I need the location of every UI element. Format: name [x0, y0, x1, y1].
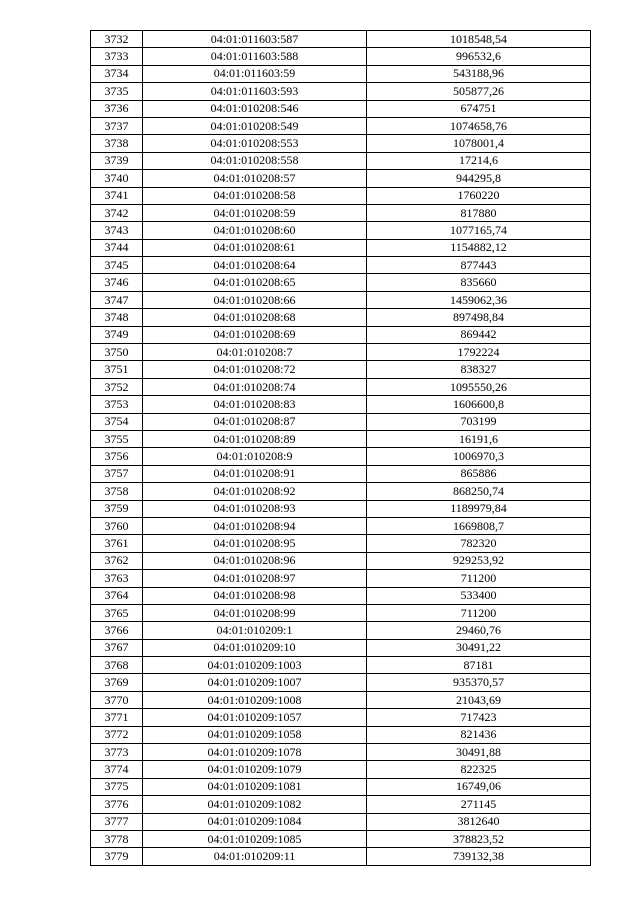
- cadastral-value-cell: 674751: [367, 100, 591, 117]
- row-number-cell: 3758: [91, 483, 143, 500]
- cadastral-value-cell: 869442: [367, 326, 591, 343]
- cadastral-value-cell: 1095550,26: [367, 378, 591, 395]
- cadastral-number-cell: 04:01:010208:98: [143, 587, 367, 604]
- cadastral-value-cell: 782320: [367, 535, 591, 552]
- cadastral-value-cell: 1006970,3: [367, 448, 591, 465]
- table-row: [91, 691, 591, 708]
- table-row: [91, 500, 591, 517]
- cadastral-value-cell: 87181: [367, 657, 591, 674]
- row-number-cell: 3768: [91, 657, 143, 674]
- cadastral-value-cell: 996532,6: [367, 48, 591, 65]
- table-row: [91, 48, 591, 65]
- cadastral-number-cell: 04:01:010208:94: [143, 517, 367, 534]
- row-number-cell: 3741: [91, 187, 143, 204]
- row-number-cell: 3777: [91, 813, 143, 830]
- table-body: [91, 31, 591, 866]
- row-number-cell: 3779: [91, 848, 143, 865]
- cadastral-number-cell: 04:01:010209:1085: [143, 830, 367, 847]
- cadastral-value-cell: 1077165,74: [367, 222, 591, 239]
- table-row: [91, 587, 591, 604]
- table-row: [91, 170, 591, 187]
- table-row: [91, 830, 591, 847]
- row-number-cell: 3763: [91, 570, 143, 587]
- cadastral-value-cell: 711200: [367, 604, 591, 621]
- cadastral-value-cell: 817880: [367, 204, 591, 221]
- cadastral-value-cell: 877443: [367, 257, 591, 274]
- table-row: [91, 100, 591, 117]
- cadastral-number-cell: 04:01:010209:1081: [143, 778, 367, 795]
- cadastral-number-cell: 04:01:010208:68: [143, 309, 367, 326]
- cadastral-value-cell: 1018548,54: [367, 31, 591, 48]
- cadastral-number-cell: 04:01:010208:549: [143, 117, 367, 134]
- cadastral-value-cell: 929253,92: [367, 552, 591, 569]
- cadastral-number-cell: 04:01:010209:1057: [143, 709, 367, 726]
- cadastral-number-cell: 04:01:010208:83: [143, 396, 367, 413]
- cadastral-number-cell: 04:01:010209:11: [143, 848, 367, 865]
- row-number-cell: 3742: [91, 204, 143, 221]
- cadastral-value-cell: 703199: [367, 413, 591, 430]
- cadastral-number-cell: 04:01:010208:97: [143, 570, 367, 587]
- row-number-cell: 3766: [91, 622, 143, 639]
- row-number-cell: 3738: [91, 135, 143, 152]
- cadastral-value-cell: 711200: [367, 570, 591, 587]
- cadastral-value-cell: 505877,26: [367, 83, 591, 100]
- table-row: [91, 239, 591, 256]
- row-number-cell: 3751: [91, 361, 143, 378]
- table-row: [91, 65, 591, 82]
- table-row: [91, 483, 591, 500]
- table-row: [91, 448, 591, 465]
- table-row: [91, 378, 591, 395]
- row-number-cell: 3749: [91, 326, 143, 343]
- cadastral-number-cell: 04:01:010208:96: [143, 552, 367, 569]
- row-number-cell: 3744: [91, 239, 143, 256]
- row-number-cell: 3745: [91, 257, 143, 274]
- cadastral-value-cell: 944295,8: [367, 170, 591, 187]
- cadastral-value-cell: 1760220: [367, 187, 591, 204]
- table-row: [91, 309, 591, 326]
- cadastral-number-cell: 04:01:010208:87: [143, 413, 367, 430]
- cadastral-number-cell: 04:01:010209:1008: [143, 691, 367, 708]
- row-number-cell: 3769: [91, 674, 143, 691]
- table-row: [91, 117, 591, 134]
- table-row: [91, 465, 591, 482]
- table-row: [91, 430, 591, 447]
- table-row: [91, 344, 591, 361]
- cadastral-value-cell: 838327: [367, 361, 591, 378]
- cadastral-number-cell: 04:01:010208:64: [143, 257, 367, 274]
- row-number-cell: 3740: [91, 170, 143, 187]
- table-row: [91, 396, 591, 413]
- row-number-cell: 3737: [91, 117, 143, 134]
- cadastral-value-table: [90, 30, 591, 866]
- row-number-cell: 3752: [91, 378, 143, 395]
- cadastral-number-cell: 04:01:010209:1079: [143, 761, 367, 778]
- cadastral-number-cell: 04:01:010208:92: [143, 483, 367, 500]
- cadastral-number-cell: 04:01:010209:1084: [143, 813, 367, 830]
- row-number-cell: 3735: [91, 83, 143, 100]
- row-number-cell: 3757: [91, 465, 143, 482]
- cadastral-number-cell: 04:01:010208:91: [143, 465, 367, 482]
- row-number-cell: 3746: [91, 274, 143, 291]
- table-row: [91, 274, 591, 291]
- cadastral-value-cell: 821436: [367, 726, 591, 743]
- row-number-cell: 3756: [91, 448, 143, 465]
- cadastral-number-cell: 04:01:010208:58: [143, 187, 367, 204]
- cadastral-value-cell: 30491,88: [367, 744, 591, 761]
- row-number-cell: 3733: [91, 48, 143, 65]
- table-row: [91, 83, 591, 100]
- row-number-cell: 3771: [91, 709, 143, 726]
- cadastral-value-cell: 21043,69: [367, 691, 591, 708]
- cadastral-value-cell: 1459062,36: [367, 291, 591, 308]
- table-row: [91, 674, 591, 691]
- cadastral-number-cell: 04:01:010209:10: [143, 639, 367, 656]
- cadastral-number-cell: 04:01:010208:93: [143, 500, 367, 517]
- cadastral-value-cell: 16191,6: [367, 430, 591, 447]
- table-row: [91, 726, 591, 743]
- table-row: [91, 361, 591, 378]
- table-row: [91, 31, 591, 48]
- cadastral-value-cell: 1078001,4: [367, 135, 591, 152]
- table-row: [91, 709, 591, 726]
- cadastral-number-cell: 04:01:010208:74: [143, 378, 367, 395]
- cadastral-number-cell: 04:01:010208:59: [143, 204, 367, 221]
- row-number-cell: 3774: [91, 761, 143, 778]
- table-row: [91, 257, 591, 274]
- table-row: [91, 639, 591, 656]
- table-row: [91, 204, 591, 221]
- cadastral-value-cell: 1189979,84: [367, 500, 591, 517]
- cadastral-number-cell: 04:01:010208:57: [143, 170, 367, 187]
- row-number-cell: 3739: [91, 152, 143, 169]
- row-number-cell: 3760: [91, 517, 143, 534]
- cadastral-number-cell: 04:01:010208:66: [143, 291, 367, 308]
- cadastral-number-cell: 04:01:010208:546: [143, 100, 367, 117]
- table-row: [91, 657, 591, 674]
- table-row: [91, 744, 591, 761]
- cadastral-number-cell: 04:01:010208:89: [143, 430, 367, 447]
- cadastral-number-cell: 04:01:011603:588: [143, 48, 367, 65]
- row-number-cell: 3732: [91, 31, 143, 48]
- cadastral-number-cell: 04:01:011603:593: [143, 83, 367, 100]
- cadastral-number-cell: 04:01:010208:553: [143, 135, 367, 152]
- table-row: [91, 413, 591, 430]
- table-row: [91, 796, 591, 813]
- cadastral-number-cell: 04:01:010208:9: [143, 448, 367, 465]
- table-row: [91, 761, 591, 778]
- cadastral-value-cell: 16749,06: [367, 778, 591, 795]
- cadastral-value-cell: 739132,38: [367, 848, 591, 865]
- row-number-cell: 3764: [91, 587, 143, 604]
- cadastral-value-cell: 1154882,12: [367, 239, 591, 256]
- table-row: [91, 570, 591, 587]
- cadastral-value-cell: 1669808,7: [367, 517, 591, 534]
- table-row: [91, 552, 591, 569]
- table-row: [91, 222, 591, 239]
- cadastral-number-cell: 04:01:011603:59: [143, 65, 367, 82]
- row-number-cell: 3765: [91, 604, 143, 621]
- row-number-cell: 3762: [91, 552, 143, 569]
- cadastral-value-cell: 1074658,76: [367, 117, 591, 134]
- cadastral-number-cell: 04:01:010208:72: [143, 361, 367, 378]
- cadastral-value-cell: 17214,6: [367, 152, 591, 169]
- cadastral-number-cell: 04:01:010209:1058: [143, 726, 367, 743]
- table-row: [91, 187, 591, 204]
- cadastral-value-cell: 897498,84: [367, 309, 591, 326]
- cadastral-value-cell: 30491,22: [367, 639, 591, 656]
- cadastral-number-cell: 04:01:010209:1007: [143, 674, 367, 691]
- table-row: [91, 535, 591, 552]
- row-number-cell: 3748: [91, 309, 143, 326]
- cadastral-value-cell: 3812640: [367, 813, 591, 830]
- row-number-cell: 3775: [91, 778, 143, 795]
- cadastral-number-cell: 04:01:010209:1003: [143, 657, 367, 674]
- table-row: [91, 152, 591, 169]
- cadastral-value-cell: 29460,76: [367, 622, 591, 639]
- row-number-cell: 3773: [91, 744, 143, 761]
- cadastral-number-cell: 04:01:010208:7: [143, 344, 367, 361]
- cadastral-value-cell: 271145: [367, 796, 591, 813]
- table-row: [91, 813, 591, 830]
- cadastral-number-cell: 04:01:010209:1078: [143, 744, 367, 761]
- table-row: [91, 517, 591, 534]
- row-number-cell: 3759: [91, 500, 143, 517]
- table-row: [91, 778, 591, 795]
- cadastral-value-cell: 835660: [367, 274, 591, 291]
- table-row: [91, 326, 591, 343]
- cadastral-value-cell: 868250,74: [367, 483, 591, 500]
- cadastral-value-cell: 1606600,8: [367, 396, 591, 413]
- cadastral-number-cell: 04:01:010208:65: [143, 274, 367, 291]
- cadastral-number-cell: 04:01:010208:61: [143, 239, 367, 256]
- row-number-cell: 3736: [91, 100, 143, 117]
- cadastral-value-cell: 1792224: [367, 344, 591, 361]
- row-number-cell: 3778: [91, 830, 143, 847]
- cadastral-number-cell: 04:01:010208:60: [143, 222, 367, 239]
- row-number-cell: 3750: [91, 344, 143, 361]
- cadastral-number-cell: 04:01:010209:1082: [143, 796, 367, 813]
- row-number-cell: 3754: [91, 413, 143, 430]
- cadastral-number-cell: 04:01:010208:95: [143, 535, 367, 552]
- cadastral-value-cell: 543188,96: [367, 65, 591, 82]
- row-number-cell: 3772: [91, 726, 143, 743]
- row-number-cell: 3770: [91, 691, 143, 708]
- row-number-cell: 3755: [91, 430, 143, 447]
- cadastral-value-cell: 935370,57: [367, 674, 591, 691]
- table-row: [91, 135, 591, 152]
- row-number-cell: 3743: [91, 222, 143, 239]
- cadastral-number-cell: 04:01:010209:1: [143, 622, 367, 639]
- cadastral-number-cell: 04:01:010208:558: [143, 152, 367, 169]
- cadastral-value-cell: 822325: [367, 761, 591, 778]
- cadastral-value-cell: 717423: [367, 709, 591, 726]
- table-row: [91, 604, 591, 621]
- row-number-cell: 3734: [91, 65, 143, 82]
- row-number-cell: 3747: [91, 291, 143, 308]
- row-number-cell: 3753: [91, 396, 143, 413]
- table-row: [91, 848, 591, 865]
- row-number-cell: 3776: [91, 796, 143, 813]
- cadastral-number-cell: 04:01:011603:587: [143, 31, 367, 48]
- cadastral-value-cell: 865886: [367, 465, 591, 482]
- row-number-cell: 3767: [91, 639, 143, 656]
- table-row: [91, 291, 591, 308]
- table-row: [91, 622, 591, 639]
- cadastral-value-cell: 533400: [367, 587, 591, 604]
- cadastral-number-cell: 04:01:010208:69: [143, 326, 367, 343]
- cadastral-value-cell: 378823,52: [367, 830, 591, 847]
- cadastral-number-cell: 04:01:010208:99: [143, 604, 367, 621]
- row-number-cell: 3761: [91, 535, 143, 552]
